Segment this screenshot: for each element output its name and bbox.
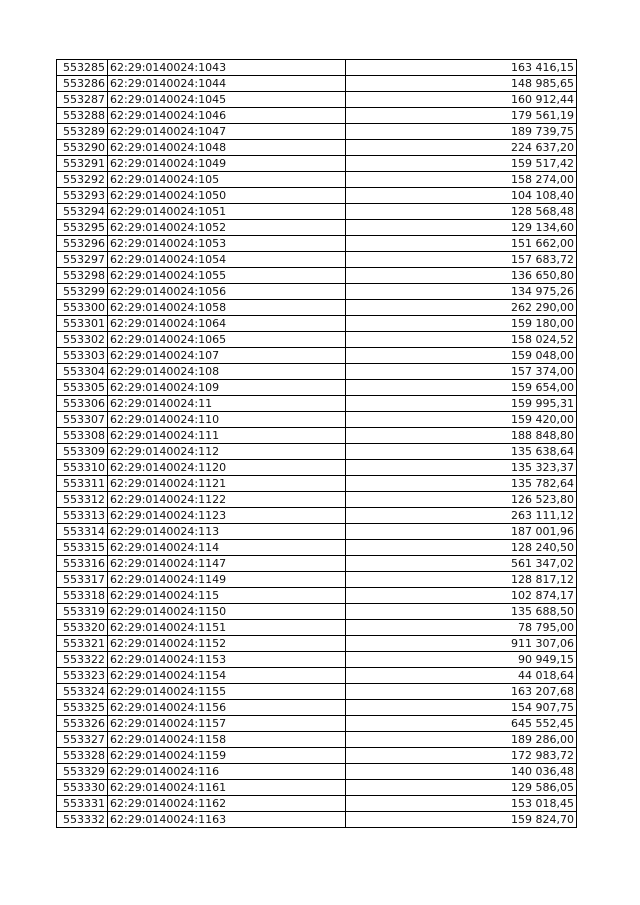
- table-row: [57, 684, 577, 700]
- cadastral-number-cell: 62:29:0140024:1150: [108, 604, 346, 620]
- row-number-cell: 553300: [57, 300, 108, 316]
- row-number-cell: 553314: [57, 524, 108, 540]
- cadastral-value-cell: 159 995,31: [346, 396, 577, 412]
- table-row: [57, 636, 577, 652]
- row-number-cell: 553328: [57, 748, 108, 764]
- table-row: [57, 60, 577, 76]
- cadastral-number-cell: 62:29:0140024:1156: [108, 700, 346, 716]
- cadastral-value-cell: 136 650,80: [346, 268, 577, 284]
- cadastral-value-cell: 224 637,20: [346, 140, 577, 156]
- cadastral-number-cell: 62:29:0140024:1050: [108, 188, 346, 204]
- row-number-cell: 553288: [57, 108, 108, 124]
- row-number-cell: 553295: [57, 220, 108, 236]
- cadastral-number-cell: 62:29:0140024:108: [108, 364, 346, 380]
- row-number-cell: 553306: [57, 396, 108, 412]
- table-row: [57, 668, 577, 684]
- table-row: [57, 396, 577, 412]
- cadastral-value-cell: 153 018,45: [346, 796, 577, 812]
- cadastral-number-cell: 62:29:0140024:1147: [108, 556, 346, 572]
- cadastral-number-cell: 62:29:0140024:1163: [108, 812, 346, 828]
- table-row: [57, 332, 577, 348]
- row-number-cell: 553299: [57, 284, 108, 300]
- table-row: [57, 124, 577, 140]
- table-row: [57, 780, 577, 796]
- row-number-cell: 553307: [57, 412, 108, 428]
- cadastral-value-cell: 129 586,05: [346, 780, 577, 796]
- row-number-cell: 553330: [57, 780, 108, 796]
- cadastral-value-cell: 90 949,15: [346, 652, 577, 668]
- table-row: [57, 380, 577, 396]
- cadastral-number-cell: 62:29:0140024:1158: [108, 732, 346, 748]
- row-number-cell: 553316: [57, 556, 108, 572]
- table-row: [57, 764, 577, 780]
- cadastral-value-cell: 135 688,50: [346, 604, 577, 620]
- cadastral-value-cell: 159 654,00: [346, 380, 577, 396]
- table-row: [57, 508, 577, 524]
- cadastral-number-cell: 62:29:0140024:1043: [108, 60, 346, 76]
- row-number-cell: 553318: [57, 588, 108, 604]
- cadastral-value-cell: 44 018,64: [346, 668, 577, 684]
- table-row: [57, 284, 577, 300]
- cadastral-number-cell: 62:29:0140024:1149: [108, 572, 346, 588]
- cadastral-value-cell: 128 817,12: [346, 572, 577, 588]
- cadastral-number-cell: 62:29:0140024:1048: [108, 140, 346, 156]
- table-row: [57, 604, 577, 620]
- row-number-cell: 553297: [57, 252, 108, 268]
- row-number-cell: 553319: [57, 604, 108, 620]
- cadastral-number-cell: 62:29:0140024:1152: [108, 636, 346, 652]
- cadastral-value-table: [56, 59, 577, 828]
- cadastral-value-cell: 134 975,26: [346, 284, 577, 300]
- cadastral-value-cell: 262 290,00: [346, 300, 577, 316]
- table-row: [57, 460, 577, 476]
- row-number-cell: 553289: [57, 124, 108, 140]
- cadastral-value-cell: 159 517,42: [346, 156, 577, 172]
- row-number-cell: 553303: [57, 348, 108, 364]
- cadastral-number-cell: 62:29:0140024:107: [108, 348, 346, 364]
- row-number-cell: 553315: [57, 540, 108, 556]
- table-row: [57, 172, 577, 188]
- row-number-cell: 553294: [57, 204, 108, 220]
- row-number-cell: 553310: [57, 460, 108, 476]
- table-row: [57, 188, 577, 204]
- cadastral-value-cell: 129 134,60: [346, 220, 577, 236]
- table-row: [57, 220, 577, 236]
- table-row: [57, 252, 577, 268]
- cadastral-value-cell: 159 048,00: [346, 348, 577, 364]
- cadastral-number-cell: 62:29:0140024:1045: [108, 92, 346, 108]
- cadastral-value-cell: 159 180,00: [346, 316, 577, 332]
- cadastral-value-cell: 163 207,68: [346, 684, 577, 700]
- cadastral-value-cell: 126 523,80: [346, 492, 577, 508]
- table-row: [57, 348, 577, 364]
- cadastral-number-cell: 62:29:0140024:1159: [108, 748, 346, 764]
- table-row: [57, 236, 577, 252]
- table-row: [57, 540, 577, 556]
- cadastral-value-cell: 157 374,00: [346, 364, 577, 380]
- cadastral-value-cell: 135 638,64: [346, 444, 577, 460]
- row-number-cell: 553291: [57, 156, 108, 172]
- row-number-cell: 553308: [57, 428, 108, 444]
- table-row: [57, 796, 577, 812]
- cadastral-value-cell: 561 347,02: [346, 556, 577, 572]
- cadastral-value-cell: 189 286,00: [346, 732, 577, 748]
- cadastral-number-cell: 62:29:0140024:1044: [108, 76, 346, 92]
- row-number-cell: 553305: [57, 380, 108, 396]
- row-number-cell: 553317: [57, 572, 108, 588]
- cadastral-value-cell: 135 782,64: [346, 476, 577, 492]
- cadastral-value-cell: 263 111,12: [346, 508, 577, 524]
- row-number-cell: 553302: [57, 332, 108, 348]
- table-row: [57, 444, 577, 460]
- cadastral-value-cell: 135 323,37: [346, 460, 577, 476]
- row-number-cell: 553285: [57, 60, 108, 76]
- cadastral-number-cell: 62:29:0140024:113: [108, 524, 346, 540]
- cadastral-number-cell: 62:29:0140024:1053: [108, 236, 346, 252]
- table-row: [57, 364, 577, 380]
- row-number-cell: 553304: [57, 364, 108, 380]
- cadastral-value-cell: 128 240,50: [346, 540, 577, 556]
- row-number-cell: 553313: [57, 508, 108, 524]
- row-number-cell: 553292: [57, 172, 108, 188]
- table-row: [57, 428, 577, 444]
- row-number-cell: 553293: [57, 188, 108, 204]
- row-number-cell: 553329: [57, 764, 108, 780]
- cadastral-value-cell: 179 561,19: [346, 108, 577, 124]
- cadastral-number-cell: 62:29:0140024:1121: [108, 476, 346, 492]
- cadastral-number-cell: 62:29:0140024:1055: [108, 268, 346, 284]
- row-number-cell: 553321: [57, 636, 108, 652]
- table-row: [57, 92, 577, 108]
- cadastral-number-cell: 62:29:0140024:109: [108, 380, 346, 396]
- table-row: [57, 812, 577, 828]
- table-row: [57, 732, 577, 748]
- row-number-cell: 553301: [57, 316, 108, 332]
- cadastral-number-cell: 62:29:0140024:110: [108, 412, 346, 428]
- row-number-cell: 553322: [57, 652, 108, 668]
- cadastral-value-cell: 188 848,80: [346, 428, 577, 444]
- cadastral-number-cell: 62:29:0140024:1151: [108, 620, 346, 636]
- cadastral-number-cell: 62:29:0140024:1054: [108, 252, 346, 268]
- cadastral-number-cell: 62:29:0140024:1154: [108, 668, 346, 684]
- table-row: [57, 412, 577, 428]
- row-number-cell: 553324: [57, 684, 108, 700]
- cadastral-number-cell: 62:29:0140024:1157: [108, 716, 346, 732]
- cadastral-number-cell: 62:29:0140024:1065: [108, 332, 346, 348]
- cadastral-number-cell: 62:29:0140024:1162: [108, 796, 346, 812]
- row-number-cell: 553332: [57, 812, 108, 828]
- table-row: [57, 556, 577, 572]
- row-number-cell: 553290: [57, 140, 108, 156]
- cadastral-value-cell: 172 983,72: [346, 748, 577, 764]
- table-row: [57, 716, 577, 732]
- cadastral-value-cell: 159 420,00: [346, 412, 577, 428]
- table-row: [57, 652, 577, 668]
- row-number-cell: 553325: [57, 700, 108, 716]
- cadastral-value-cell: 154 907,75: [346, 700, 577, 716]
- row-number-cell: 553331: [57, 796, 108, 812]
- cadastral-number-cell: 62:29:0140024:1123: [108, 508, 346, 524]
- cadastral-number-cell: 62:29:0140024:112: [108, 444, 346, 460]
- cadastral-number-cell: 62:29:0140024:114: [108, 540, 346, 556]
- cadastral-value-cell: 78 795,00: [346, 620, 577, 636]
- cadastral-number-cell: 62:29:0140024:1058: [108, 300, 346, 316]
- cadastral-value-cell: 157 683,72: [346, 252, 577, 268]
- cadastral-value-cell: 187 001,96: [346, 524, 577, 540]
- cadastral-number-cell: 62:29:0140024:105: [108, 172, 346, 188]
- cadastral-value-cell: 189 739,75: [346, 124, 577, 140]
- cadastral-number-cell: 62:29:0140024:1049: [108, 156, 346, 172]
- cadastral-number-cell: 62:29:0140024:1064: [108, 316, 346, 332]
- table-body: [57, 60, 577, 828]
- cadastral-number-cell: 62:29:0140024:116: [108, 764, 346, 780]
- table-row: [57, 620, 577, 636]
- cadastral-value-cell: 148 985,65: [346, 76, 577, 92]
- table-row: [57, 140, 577, 156]
- cadastral-value-cell: 160 912,44: [346, 92, 577, 108]
- row-number-cell: 553287: [57, 92, 108, 108]
- table-row: [57, 748, 577, 764]
- cadastral-number-cell: 62:29:0140024:1047: [108, 124, 346, 140]
- table-row: [57, 588, 577, 604]
- cadastral-number-cell: 62:29:0140024:11: [108, 396, 346, 412]
- table-row: [57, 300, 577, 316]
- cadastral-number-cell: 62:29:0140024:111: [108, 428, 346, 444]
- table-row: [57, 108, 577, 124]
- table-row: [57, 316, 577, 332]
- cadastral-number-cell: 62:29:0140024:1161: [108, 780, 346, 796]
- row-number-cell: 553296: [57, 236, 108, 252]
- row-number-cell: 553286: [57, 76, 108, 92]
- cadastral-number-cell: 62:29:0140024:1153: [108, 652, 346, 668]
- cadastral-value-cell: 911 307,06: [346, 636, 577, 652]
- table-row: [57, 476, 577, 492]
- cadastral-number-cell: 62:29:0140024:1122: [108, 492, 346, 508]
- cadastral-number-cell: 62:29:0140024:1051: [108, 204, 346, 220]
- cadastral-value-cell: 159 824,70: [346, 812, 577, 828]
- cadastral-value-cell: 104 108,40: [346, 188, 577, 204]
- table-row: [57, 156, 577, 172]
- row-number-cell: 553298: [57, 268, 108, 284]
- row-number-cell: 553320: [57, 620, 108, 636]
- cadastral-number-cell: 62:29:0140024:1056: [108, 284, 346, 300]
- cadastral-value-cell: 158 274,00: [346, 172, 577, 188]
- cadastral-number-cell: 62:29:0140024:1120: [108, 460, 346, 476]
- cadastral-value-cell: 645 552,45: [346, 716, 577, 732]
- cadastral-value-cell: 140 036,48: [346, 764, 577, 780]
- cadastral-value-cell: 158 024,52: [346, 332, 577, 348]
- row-number-cell: 553323: [57, 668, 108, 684]
- row-number-cell: 553326: [57, 716, 108, 732]
- table-row: [57, 492, 577, 508]
- row-number-cell: 553327: [57, 732, 108, 748]
- table-row: [57, 268, 577, 284]
- table-row: [57, 76, 577, 92]
- cadastral-number-cell: 62:29:0140024:115: [108, 588, 346, 604]
- table-row: [57, 572, 577, 588]
- cadastral-number-cell: 62:29:0140024:1052: [108, 220, 346, 236]
- cadastral-number-cell: 62:29:0140024:1155: [108, 684, 346, 700]
- row-number-cell: 553312: [57, 492, 108, 508]
- cadastral-number-cell: 62:29:0140024:1046: [108, 108, 346, 124]
- row-number-cell: 553309: [57, 444, 108, 460]
- cadastral-value-cell: 163 416,15: [346, 60, 577, 76]
- cadastral-value-cell: 102 874,17: [346, 588, 577, 604]
- cadastral-value-cell: 128 568,48: [346, 204, 577, 220]
- cadastral-value-cell: 151 662,00: [346, 236, 577, 252]
- table-row: [57, 700, 577, 716]
- table-row: [57, 524, 577, 540]
- table-row: [57, 204, 577, 220]
- row-number-cell: 553311: [57, 476, 108, 492]
